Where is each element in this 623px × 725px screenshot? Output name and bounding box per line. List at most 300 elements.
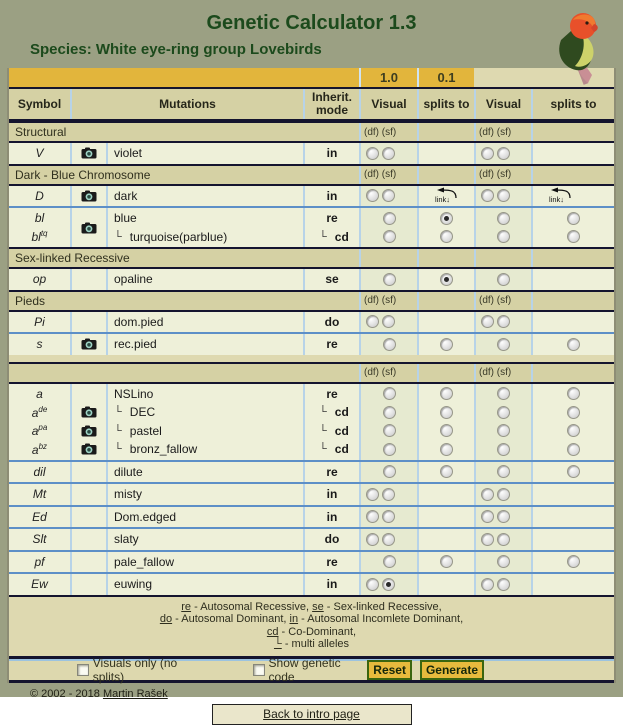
gold-bar [9,68,359,87]
symbol-label: $bl^{tq}$ [31,229,48,245]
cell-splits-1.0 [417,143,474,164]
radio-dom-pied-visual-0.1[interactable] [481,315,494,328]
inherit-mode-label: do [324,532,340,547]
dfsf-label: (df) (sf) [364,126,397,138]
symbol-label: dil [33,464,46,479]
radio-dec-splits-1.0[interactable] [440,406,453,419]
symbol-cell [9,186,70,207]
radio-pastel-splits-1.0[interactable] [440,424,453,437]
species-label: Species: White eye-ring group Lovebirds [30,41,322,58]
radio-pastel-visual-0.1[interactable] [497,424,510,437]
mutation-row [9,505,614,528]
radio-nslino-splits-1.0[interactable] [440,387,453,400]
branch-tick: └ [114,406,122,419]
symbol-label: a [36,386,43,401]
radio-violet-visual-1.0[interactable] [382,147,395,160]
cell-splits-0.1 [531,334,614,355]
camera-cell [70,507,106,528]
inherit-mode-cell [303,552,359,573]
branch-tick: └ [319,443,327,456]
inherit-mode-cell [303,312,359,333]
cell-splits-0.1 [531,186,614,207]
symbol-label: pf [34,554,45,569]
legend-line [9,601,614,614]
show-genetic-code-label: Show genetic code [268,656,341,684]
mutation-cell [106,186,303,207]
section-cell-visual-1.0 [359,364,417,382]
section-cell-visual-0.1 [474,166,531,184]
radio-slaty-visual-1.0[interactable] [382,533,395,546]
inherit-mode-cell [303,574,359,595]
section-cell-visual-0.1 [474,364,531,382]
mutation-cell [106,384,303,460]
camera-cell [70,208,106,247]
section-label: Pieds [9,292,359,310]
inherit-mode-cell [303,529,359,550]
inherit-mode-cell [303,462,359,483]
radio-dilute-splits-1.0[interactable] [440,465,453,478]
camera-cell [70,462,106,483]
inherit-mode-label: re [326,554,338,569]
cell-splits-0.1 [531,312,614,333]
inherit-mode-label: in [326,487,338,502]
camera-icon[interactable] [81,338,97,350]
symbol-label: Ew [31,577,48,592]
mutation-row [9,312,614,333]
cell-visual-1.0 [359,507,417,528]
radio-dom-edged-visual-1.0[interactable] [366,510,379,523]
camera-cell [70,574,106,595]
symbol-cell [9,384,70,460]
mutation-row [9,572,614,595]
section-label: Dark - Blue Chromosome [9,166,359,184]
cell-splits-0.1 [531,507,614,528]
cell-visual-0.1 [474,312,531,333]
camera-cell [70,269,106,290]
section-cell-splits-0.1 [531,292,614,310]
controls-row [9,656,614,684]
cell-visual-1.0 [359,208,417,247]
radio-opaline-visual-0.1[interactable] [497,273,510,286]
inherit-mode-cell [303,143,359,164]
radio-violet-visual-0.1[interactable] [497,147,510,160]
mutation-label: rec.pied [114,337,157,352]
mutation-cell [106,312,303,333]
mutation-row [9,482,614,505]
legend-code: cd [266,625,279,638]
section-cell-splits-1.0 [417,249,474,267]
inherit-mode-label: re [326,386,338,401]
link-down-arrow-icon[interactable] [430,187,460,204]
radio-bronz-fallow-visual-1.0[interactable] [383,443,396,456]
radio-dec-splits-0.1[interactable] [567,406,580,419]
inheritance-legend [9,595,614,659]
branch-tick: └ [114,230,122,243]
radio-rec-pied-visual-1.0[interactable] [383,338,396,351]
cell-visual-1.0 [359,269,417,290]
mutation-label: misty [114,487,142,502]
col-visual-0.1-header: Visual [474,89,531,119]
cell-splits-1.0 [417,186,474,207]
camera-cell [70,484,106,505]
radio-nslino-splits-0.1[interactable] [567,387,580,400]
column-group-0.1: 0.1 [417,68,474,87]
radio-dom-pied-visual-1.0[interactable] [366,315,379,328]
inherit-mode-cell [303,484,359,505]
symbol-label: Mt [32,487,47,502]
inherit-mode-cell [303,334,359,355]
mutation-row [9,384,614,460]
radio-opaline-splits-1.0[interactable] [440,273,453,286]
col-visual-1.0-header: Visual [359,89,417,119]
legend-text: - Autosomal Recessive, [191,600,313,613]
symbol-cell [9,552,70,573]
camera-cell [70,384,106,460]
mutation-row [9,269,614,290]
cell-visual-0.1 [474,529,531,550]
radio-rec-pied-splits-0.1[interactable] [567,338,580,351]
link-down-arrow-icon[interactable] [544,187,574,204]
radio-dilute-splits-0.1[interactable] [567,465,580,478]
copyright-years: © 2002 - 2018 [30,687,100,700]
camera-cell [70,143,106,164]
cell-visual-1.0 [359,484,417,505]
camera-icon[interactable] [81,222,97,234]
mutation-cell [106,462,303,483]
radio-euwing-visual-0.1[interactable] [481,578,494,591]
cell-visual-0.1 [474,186,531,207]
lovebird-image [549,6,607,84]
camera-cell [70,529,106,550]
radio-dark-visual-0.1[interactable] [497,189,510,202]
mutation-cell [106,552,303,573]
dfsf-label: (df) (sf) [479,126,512,138]
cell-visual-1.0 [359,312,417,333]
cell-splits-1.0 [417,312,474,333]
mutation-label: NSLino [114,386,154,401]
generate-button[interactable]: Generate [420,660,484,680]
mutation-cell [106,574,303,595]
cell-splits-1.0 [417,334,474,355]
mutation-label: DEC [129,405,156,420]
radio-dom-pied-visual-1.0[interactable] [382,315,395,328]
section-cell-visual-1.0 [359,166,417,184]
cell-visual-0.1 [474,208,531,247]
col-symbol-header: Symbol [9,89,70,119]
mutation-label: pale_fallow [114,554,175,569]
dfsf-label: (df) (sf) [479,367,512,378]
legend-code: in [289,613,299,625]
col-splits-1.0-header: splits to [417,89,474,119]
mutation-label: pastel [129,423,162,438]
reset-button[interactable]: Reset [367,660,412,680]
inherit-mode-label: in [326,188,338,203]
legend-text: - Autosomal Incomlete Dominant, [298,613,464,625]
radio-blue-visual-1.0[interactable] [383,212,396,225]
camera-icon[interactable] [81,406,97,418]
symbol-label: Ed [32,509,47,524]
mutation-label: dom.pied [114,314,164,329]
table-column-header [9,89,614,121]
mutation-cell [106,334,303,355]
radio-turquoise-parblue--visual-1.0[interactable] [383,230,396,243]
branch-tick: └ [114,443,122,456]
radio-euwing-visual-0.1[interactable] [497,578,510,591]
visuals-only-checkbox[interactable] [77,664,89,676]
dfsf-label: (df) (sf) [479,295,512,306]
radio-pale-fallow-splits-1.0[interactable] [440,555,453,568]
symbol-cell [9,269,70,290]
mutation-cell [106,208,303,247]
mutation-row [9,527,614,550]
radio-opaline-visual-1.0[interactable] [383,273,396,286]
symbol-cell [9,507,70,528]
radio-pale-fallow-visual-1.0[interactable] [383,555,396,568]
cell-splits-1.0 [417,574,474,595]
cell-splits-1.0 [417,462,474,483]
mutation-row [9,186,614,207]
dfsf-label: (df) (sf) [479,169,512,180]
cell-splits-0.1 [531,143,614,164]
column-group-1.0: 1.0 [359,68,417,87]
radio-dom-pied-visual-0.1[interactable] [497,315,510,328]
legend-code: re [181,600,192,613]
radio-blue-splits-0.1[interactable] [567,212,580,225]
radio-dark-visual-1.0[interactable] [366,189,379,202]
camera-icon[interactable] [81,443,97,455]
section-cell-splits-0.1 [531,364,614,382]
section-cell-visual-1.0 [359,123,417,141]
radio-slaty-visual-0.1[interactable] [481,533,494,546]
cell-splits-1.0 [417,507,474,528]
cell-splits-0.1 [531,462,614,483]
mutation-label: Dom.edged [114,509,177,524]
table-group-header [9,68,614,89]
radio-blue-splits-1.0[interactable] [440,212,453,225]
camera-icon[interactable] [81,425,97,437]
symbol-cell [9,143,70,164]
cell-visual-0.1 [474,334,531,355]
cell-splits-1.0 [417,384,474,460]
radio-dark-visual-0.1[interactable] [481,189,494,202]
cell-visual-1.0 [359,384,417,460]
inherit-mode-cell [303,507,359,528]
camera-cell [70,334,106,355]
radio-pastel-visual-1.0[interactable] [383,424,396,437]
section-cell-splits-0.1 [531,166,614,184]
cell-splits-0.1 [531,208,614,247]
symbol-label: $a^{bz}$ [31,441,48,457]
legend-code: se [312,600,324,613]
cell-visual-1.0 [359,334,417,355]
cell-visual-0.1 [474,507,531,528]
radio-misty-visual-0.1[interactable] [481,488,494,501]
section-row [9,290,614,312]
mutation-cell [106,507,303,528]
mutation-row [9,206,614,247]
radio-dom-edged-visual-1.0[interactable] [382,510,395,523]
cell-visual-1.0 [359,186,417,207]
cell-splits-0.1 [531,574,614,595]
cell-visual-0.1 [474,462,531,483]
radio-dec-visual-0.1[interactable] [497,406,510,419]
legend-text: - multi alleles [281,638,350,650]
mutation-label: bronz_fallow [129,442,198,457]
section-cell-splits-1.0 [417,166,474,184]
radio-nslino-visual-0.1[interactable] [497,387,510,400]
radio-dilute-visual-1.0[interactable] [383,465,396,478]
show-genetic-code-checkbox[interactable] [253,664,265,676]
radio-bronz-fallow-splits-1.0[interactable] [440,443,453,456]
radio-slaty-visual-0.1[interactable] [497,533,510,546]
symbol-label: V [35,146,44,161]
author-link[interactable]: Martin Rašek [102,687,168,700]
radio-violet-visual-1.0[interactable] [366,147,379,160]
radio-euwing-visual-1.0[interactable] [366,578,379,591]
section-cell-splits-0.1 [531,123,614,141]
legend-line [9,638,614,651]
camera-cell [70,186,106,207]
mutation-row [9,460,614,483]
section-cell-splits-0.1 [531,249,614,267]
radio-pale-fallow-visual-0.1[interactable] [497,555,510,568]
legend-code: do [159,613,173,625]
page-title: Genetic Calculator 1.3 [206,12,417,34]
symbol-cell [9,574,70,595]
cell-visual-0.1 [474,269,531,290]
genetics-table [7,68,616,683]
section-row [9,247,614,269]
inherit-mode-cell [303,186,359,207]
cell-splits-1.0 [417,484,474,505]
radio-turquoise-parblue--visual-0.1[interactable] [497,230,510,243]
inherit-mode-label: in [326,146,338,161]
radio-turquoise-parblue--splits-0.1[interactable] [567,230,580,243]
section-label: Sex-linked Recessive [9,249,359,267]
radio-bronz-fallow-splits-0.1[interactable] [567,443,580,456]
symbol-cell [9,462,70,483]
radio-dec-visual-1.0[interactable] [383,406,396,419]
cell-visual-0.1 [474,384,531,460]
radio-dom-edged-visual-0.1[interactable] [481,510,494,523]
cell-visual-1.0 [359,529,417,550]
radio-pale-fallow-splits-0.1[interactable] [567,555,580,568]
radio-rec-pied-visual-0.1[interactable] [497,338,510,351]
inherit-mode-label: cd [334,405,349,420]
section-cell-splits-1.0 [417,123,474,141]
radio-misty-visual-0.1[interactable] [497,488,510,501]
legend-line [9,613,614,626]
cell-visual-0.1 [474,552,531,573]
mutation-row [9,332,614,355]
cell-visual-1.0 [359,143,417,164]
cell-visual-1.0 [359,574,417,595]
radio-bronz-fallow-visual-0.1[interactable] [497,443,510,456]
section-cell-visual-0.1 [474,123,531,141]
branch-tick: └ [319,406,327,419]
radio-violet-visual-0.1[interactable] [481,147,494,160]
radio-dilute-visual-0.1[interactable] [497,465,510,478]
branch-tick: └ [319,230,327,243]
mutation-cell [106,484,303,505]
section-cell-visual-1.0 [359,292,417,310]
radio-euwing-visual-1.0[interactable] [382,578,395,591]
svg-text:link↓: link↓ [435,195,451,205]
radio-nslino-visual-1.0[interactable] [383,387,396,400]
cell-splits-0.1 [531,529,614,550]
back-to-intro-button[interactable]: Back to intro page [212,704,412,725]
section-cell-splits-1.0 [417,292,474,310]
radio-slaty-visual-1.0[interactable] [366,533,379,546]
mutation-label: blue [114,211,137,226]
mutation-row [9,143,614,164]
inherit-mode-label: re [326,211,338,226]
mutation-label: opaline [114,272,153,287]
branch-tick: └ [114,424,122,437]
symbol-label: Slt [32,532,47,547]
camera-cell [70,312,106,333]
cell-splits-0.1 [531,484,614,505]
mutation-cell [106,143,303,164]
section-cell-visual-0.1 [474,292,531,310]
section-row [9,362,614,384]
symbol-label: $a^{pa}$ [31,423,48,439]
camera-cell [70,552,106,573]
section-label [9,364,359,382]
symbol-cell [9,484,70,505]
cell-splits-1.0 [417,269,474,290]
legend-text: - Sex-linked Recessive, [323,600,442,613]
mutation-label: dilute [114,464,143,479]
cell-visual-0.1 [474,143,531,164]
legend-text: - Co-Dominant, [278,625,357,638]
cell-splits-0.1 [531,269,614,290]
radio-rec-pied-splits-1.0[interactable] [440,338,453,351]
inherit-mode-label: se [325,272,339,287]
radio-turquoise-parblue--splits-1.0[interactable] [440,230,453,243]
symbol-cell [9,334,70,355]
dfsf-label: (df) (sf) [364,169,397,180]
camera-icon[interactable] [81,190,97,202]
inherit-mode-label: in [326,509,338,524]
inherit-mode-cell [303,269,359,290]
table-gap [9,355,614,362]
legend-line [9,626,614,639]
symbol-cell [9,529,70,550]
col-mutations-header: Mutations [70,89,303,119]
mutation-label: dark [114,188,138,203]
dfsf-label: (df) (sf) [364,367,397,378]
section-cell-visual-0.1 [474,249,531,267]
cell-visual-1.0 [359,462,417,483]
symbol-label: Pi [34,314,45,329]
radio-misty-visual-1.0[interactable] [366,488,379,501]
radio-dom-edged-visual-0.1[interactable] [497,510,510,523]
cell-visual-1.0 [359,552,417,573]
dfsf-label: (df) (sf) [364,295,397,306]
camera-icon[interactable] [81,147,97,159]
radio-pastel-splits-0.1[interactable] [567,424,580,437]
mutation-label: euwing [114,577,153,592]
mutation-label: turquoise(parblue) [129,229,228,244]
col-splits-0.1-header: splits to [531,89,614,119]
radio-blue-visual-0.1[interactable] [497,212,510,225]
symbol-label: op [32,272,47,287]
inherit-mode-cell [303,208,359,247]
mutation-cell [106,529,303,550]
radio-misty-visual-1.0[interactable] [382,488,395,501]
radio-dark-visual-1.0[interactable] [382,189,395,202]
